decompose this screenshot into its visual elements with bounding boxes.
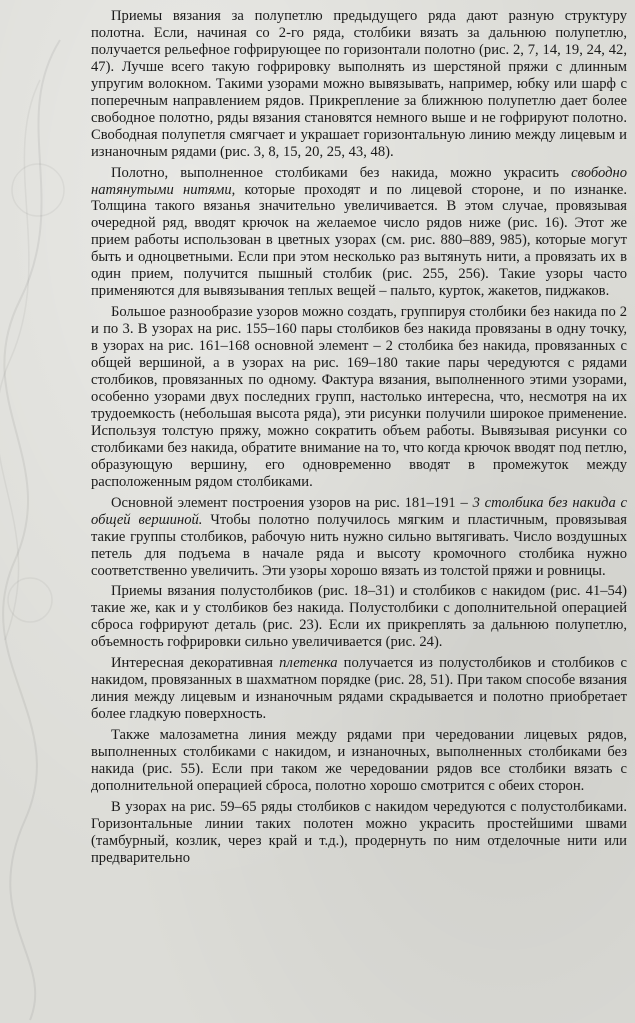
italic-term: свободно натянутыми нитями bbox=[91, 164, 627, 198]
paragraph-3 bbox=[91, 304, 627, 490]
article-body bbox=[91, 8, 627, 871]
paragraph-7 bbox=[91, 727, 627, 795]
paragraph-text: получается из полустолбиков и столбиков с накидом, провязанных в шахматном порядке (рис. 28, 51). При таком способе вязания линия между лицевым и изнаночным рядами скрадывается и полотно приобретает более гладкую поверхность. bbox=[91, 655, 627, 723]
paragraph-text: Приемы вязания за полупетлю предыдущего ряда дают разную структуру полотна. Если, начиная со 2-го ряда, столбики вязать за дальнюю полупетлю, получается рельефное гофрирующее по горизонтали полотно (рис. 2, 7, 14, 19, 24, 42, 47). Лучше всего такую гофрировку выполнять из шерстяной пряжи с длинным упругим волокном. Такими узорами можно вывязывать, например, юбку или шарф с поперечным направлением рядов. Прикрепление за ближнюю полупетлю дает более свободное полотно, ряды вязания становятся немного выше и не гофрируют полотно. Свободная полупетля смягчает и украшает горизонтальную линию между лицевым и изнаночным рядами (рис. 3, 8, 15, 20, 25, 43, 48). bbox=[91, 8, 627, 160]
decorative-swirl-icon bbox=[0, 0, 80, 1023]
paragraph-text: Чтобы полотно получилось мягким и пластичным, провязывая такие группы столбиков, рабочую нить нужно сильно вытягивать. Число воздушных петель для подъема в начале ряда и высоту кромочного столбика нужно соответственно увеличить. Эти узоры хорошо вязать из толстой пряжи и ровницы. bbox=[91, 511, 627, 579]
paragraph-6 bbox=[91, 655, 627, 723]
paragraph-text: Основной элемент построения узоров на рис. 181–191 – bbox=[111, 494, 473, 511]
paragraph-text: Интересная декоративная bbox=[111, 655, 280, 672]
italic-term: плетенка bbox=[279, 655, 338, 672]
paragraph-text: Большое разнообразие узоров можно создать, группируя столбики без накида по 2 и по 3. В узорах на рис. 155–160 пары столбиков без накида провязаны в одну точку, в узорах на рис. 161–168 основной элемент – 2 столбика без накида, провязанных с общей вершиной, а в узорах на рис. 169–180 такие пары чередуются с рядами столбиков, провязанных по одному. Фактура вязания, выполненного этими узорами, особенно узорами двух последних групп, настолько интересна, что, несмотря на их трудоемкость (небольшая высота ряда), эти рисунки получили широкое применение. Используя толстую пряжу, можно сократить объем работы. Вывязывая рисунки со столбиками без накида, обратите внимание на то, что когда крючок вводят под петлю, образующую вершину, его одновременно вводят в промежуток между расположенным рядом столбиками. bbox=[91, 304, 627, 490]
paragraph-5 bbox=[91, 583, 627, 651]
paragraph-text: Приемы вязания полустолбиков (рис. 18–31) и столбиков с накидом (рис. 41–54) такие же, как и у столбиков без накида. Полустолбики с дополнительной операцией сброса гофрируют деталь (рис. 23). Если их прикреплять за дальнюю полупетлю, объемность гофрировки сильно увеличивается (рис. 24). bbox=[91, 583, 627, 651]
paragraph-2 bbox=[91, 165, 627, 301]
paragraph-1 bbox=[91, 8, 627, 161]
paragraph-text: , которые проходят и по лицевой стороне, и по изнанке. Толщина такого вязанья значительно увеличивается. В этом случае, провязывая очередной ряд, вводят крючок на желаемое число рядов ниже (рис. 16). Этот же прием работы использован в цветных узорах (см. рис. 880–889, 985), которые могут быть и одноцветными. Если при этом несколько раз вытянуть нити, а провязать их в один прием, получится пышный столбик (рис. 255, 256). Такие узоры часто применяются для вывязывания теплых вещей – пальто, курток, жакетов, пиджаков. bbox=[91, 181, 628, 300]
italic-term: 3 столбика без накида с общей вершиной. bbox=[91, 494, 627, 528]
paragraph-text: Также малозаметна линия между рядами при чередовании лицевых рядов, выполненных столбиками с накидом, и изнаночных, выполненных столбиками без накида (рис. 55). Если при таком же чередовании рядов все столбики вязать с дополнительной операцией сброса, полотно хорошо смотрится с обеих сторон. bbox=[91, 727, 627, 794]
paragraph-4 bbox=[91, 495, 627, 580]
paragraph-8 bbox=[91, 799, 627, 867]
paragraph-text: Полотно, выполненное столбиками без накида, можно украсить bbox=[111, 164, 572, 181]
paragraph-text: В узорах на рис. 59–65 ряды столбиков с накидом чередуются с полустолбиками. Горизонтальные линии таких полотен можно украсить простейшими швами (тамбурный, козлик, через край и т.д.), продернуть по ним отделочные нити или предварительно bbox=[91, 798, 627, 866]
